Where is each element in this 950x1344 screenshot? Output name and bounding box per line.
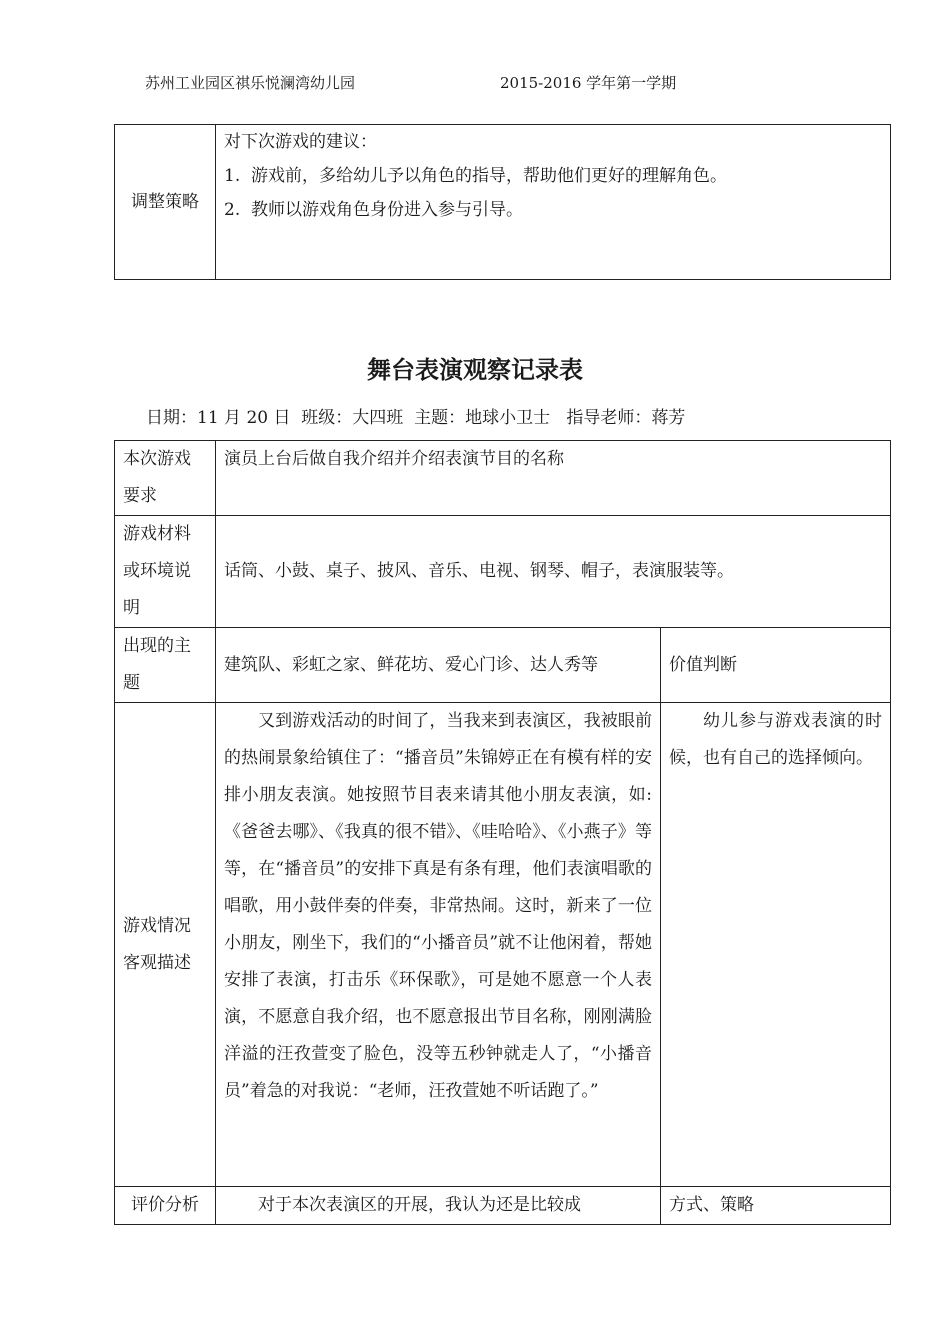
record-class: 班级：大四班 [301,408,404,428]
materials-content: 话筒、小鼓、桌子、披风、音乐、电视、钢琴、帽子，表演服装等。 [216,516,891,628]
record-info [146,403,685,428]
description-label-line: 客观描述 [123,952,191,973]
materials-label [115,516,216,628]
themes-label-line: 题 [123,673,140,693]
description-label [115,703,216,1187]
evaluation-value: 方式、策略 [661,1187,891,1225]
table-row [115,628,891,703]
table-row [115,516,891,628]
page-header [0,72,950,96]
evaluation-label: 评价分析 [115,1187,216,1225]
themes-label [115,628,216,703]
table-row [115,441,891,516]
adjustment-strategy-label: 调整策略 [115,125,216,280]
description-content: 又到游戏活动的时间了，当我来到表演区，我被眼前的热闹景象给镇住了：“播音员”朱锦婷正在有模有样的安排小朋友表演。她按照节目表来请其他小朋友表演，如:《爸爸去哪》、《我真的很不错》、《哇哈哈》、《小燕子》等等，在“播音员”的安排下真是有条有理，他们表演唱歌的唱歌，用小鼓伴奏的伴奏，非常热闹。这时，新来了一位小朋友，刚坐下，我们的“小播音员”就不让他闲着，帮她安排了表演，打击乐《环保歌》，可是她不愿意一个人表演，不愿意自我介绍，也不愿意报出节目名称，刚刚满脸洋溢的汪孜萱变了脸色，没等五秒钟就走人了，“小播音员”着急的对我说：“老师，汪孜萱她不听话跑了。” [216,703,661,1187]
description-value: 幼儿参与游戏表演的时候，也有自己的选择倾向。 [661,703,891,1187]
requirement-content: 演员上台后做自我介绍并介绍表演节目的名称 [216,441,891,516]
record-date: 日期：11 月 20 日 [146,408,291,428]
materials-label-line: 或环境说 [123,561,191,581]
observation-record-table [114,440,891,1225]
school-name: 苏州工业园区祺乐悦澜湾幼儿园 [145,74,356,92]
school-term: 2015-2016 学年第一学期 [500,74,677,92]
table-row [115,1187,891,1225]
suggestion-intro: 对下次游戏的建议： [224,132,377,152]
adjustment-strategy-content [216,125,891,280]
value-judgment-label: 价值判断 [661,628,891,703]
requirement-label-line: 本次游戏 [123,449,191,469]
record-teacher: 指导老师：蒋芳 [566,408,686,428]
materials-label-line: 明 [123,598,140,618]
themes-content: 建筑队、彩虹之家、鲜花坊、爱心门诊、达人秀等 [216,628,661,703]
requirement-label-line: 要求 [123,486,157,506]
requirement-label [115,441,216,516]
adjustment-strategy-table [114,124,891,280]
table-row [115,703,891,1187]
materials-label-line: 游戏材料 [123,524,191,544]
themes-label-line: 出现的主 [123,636,191,656]
record-theme: 主题：地球小卫士 [414,408,551,428]
evaluation-content: 对于本次表演区的开展，我认为还是比较成 [216,1187,661,1225]
suggestion-item: 1. 游戏前，多给幼儿予以角色的指导，帮助他们更好的理解角色。 [224,166,728,186]
page-title: 舞台表演观察记录表 [367,355,583,384]
description-label-line: 游戏情况 [123,915,191,936]
suggestion-item: 2. 教师以游戏角色身份进入参与引导。 [224,200,524,220]
